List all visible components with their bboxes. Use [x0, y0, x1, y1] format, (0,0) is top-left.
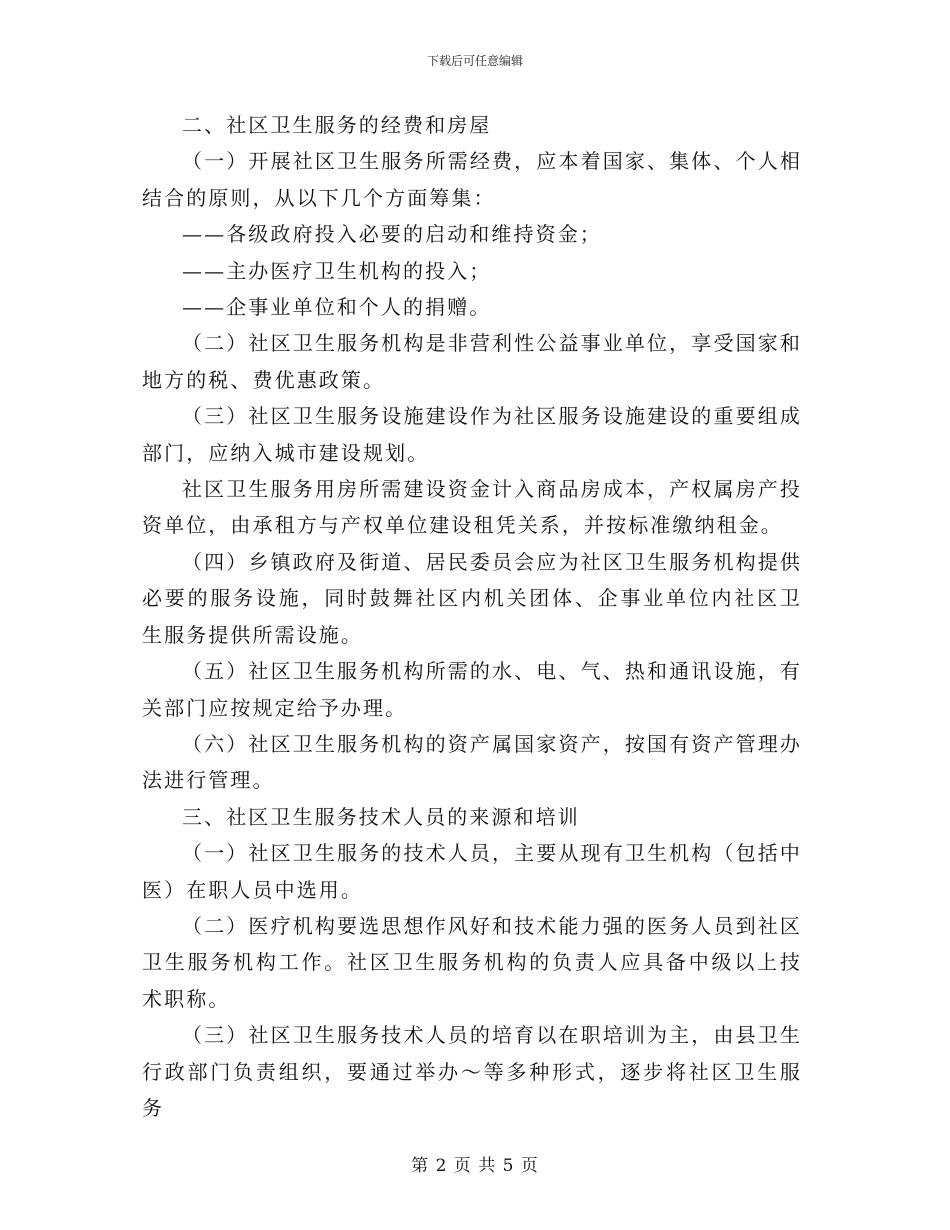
paragraph: （三）社区卫生服务设施建设作为社区服务设施建设的重要组成部门，应纳入城市建设规划。	[142, 404, 802, 465]
list-item: ——企事业单位和个人的捐赠。	[182, 295, 492, 320]
section-heading: 二、社区卫生服务的经费和房屋	[182, 113, 492, 137]
paragraph: （一）开展社区卫生服务所需经费，应本着国家、集体、个人相结合的原则，从以下几个方面筹集：	[142, 149, 802, 210]
document-body	[142, 107, 802, 1126]
paragraph: （三）社区卫生服务技术人员的培育以在职培训为主，由县卫生行政部门负责组织，要通过举办～等多种形式，逐步将社区卫生服务	[142, 1023, 802, 1120]
paragraph: 社区卫生服务用房所需建设资金计入商品房成本，产权属房产投资单位，由承租方与产权单位建设租凭关系，并按标准缴纳租金。	[142, 477, 802, 538]
page-header: 下载后可任意编辑	[426, 54, 523, 68]
paragraph: （五）社区卫生服务机构所需的水、电、气、热和通讯设施，有关部门应按规定给予办理。	[142, 659, 802, 720]
page-footer	[0, 1155, 950, 1177]
paragraph: （六）社区卫生服务机构的资产属国家资产，按国有资产管理办法进行管理。	[142, 731, 802, 793]
list-item: ——各级政府投入必要的启动和维持资金；	[182, 222, 602, 247]
paragraph: （二）社区卫生服务机构是非营利性公益事业单位，享受国家和地方的税、费优惠政策。	[142, 331, 802, 392]
paragraph: （四）乡镇政府及街道、居民委员会应为社区卫生服务机构提供必要的服务设施，同时鼓舞社区内机关团体、企事业单位内社区卫生服务提供所需设施。	[142, 549, 802, 647]
paragraph: （一）社区卫生服务的技术人员，主要从现有卫生机构（包括中医）在职人员中选用。	[142, 841, 802, 902]
paragraph: （二）医疗机构要选思想作风好和技术能力强的医务人员到社区卫生服务机构工作。社区卫生服务机构的负责人应具备中级以上技术职称。	[142, 913, 802, 1011]
page-number: 第 2 页 共 5 页	[411, 1156, 539, 1176]
list-item: ——主办医疗卫生机构的投入；	[182, 258, 492, 283]
section-heading: 三、社区卫生服务技术人员的来源和培训	[182, 804, 580, 829]
